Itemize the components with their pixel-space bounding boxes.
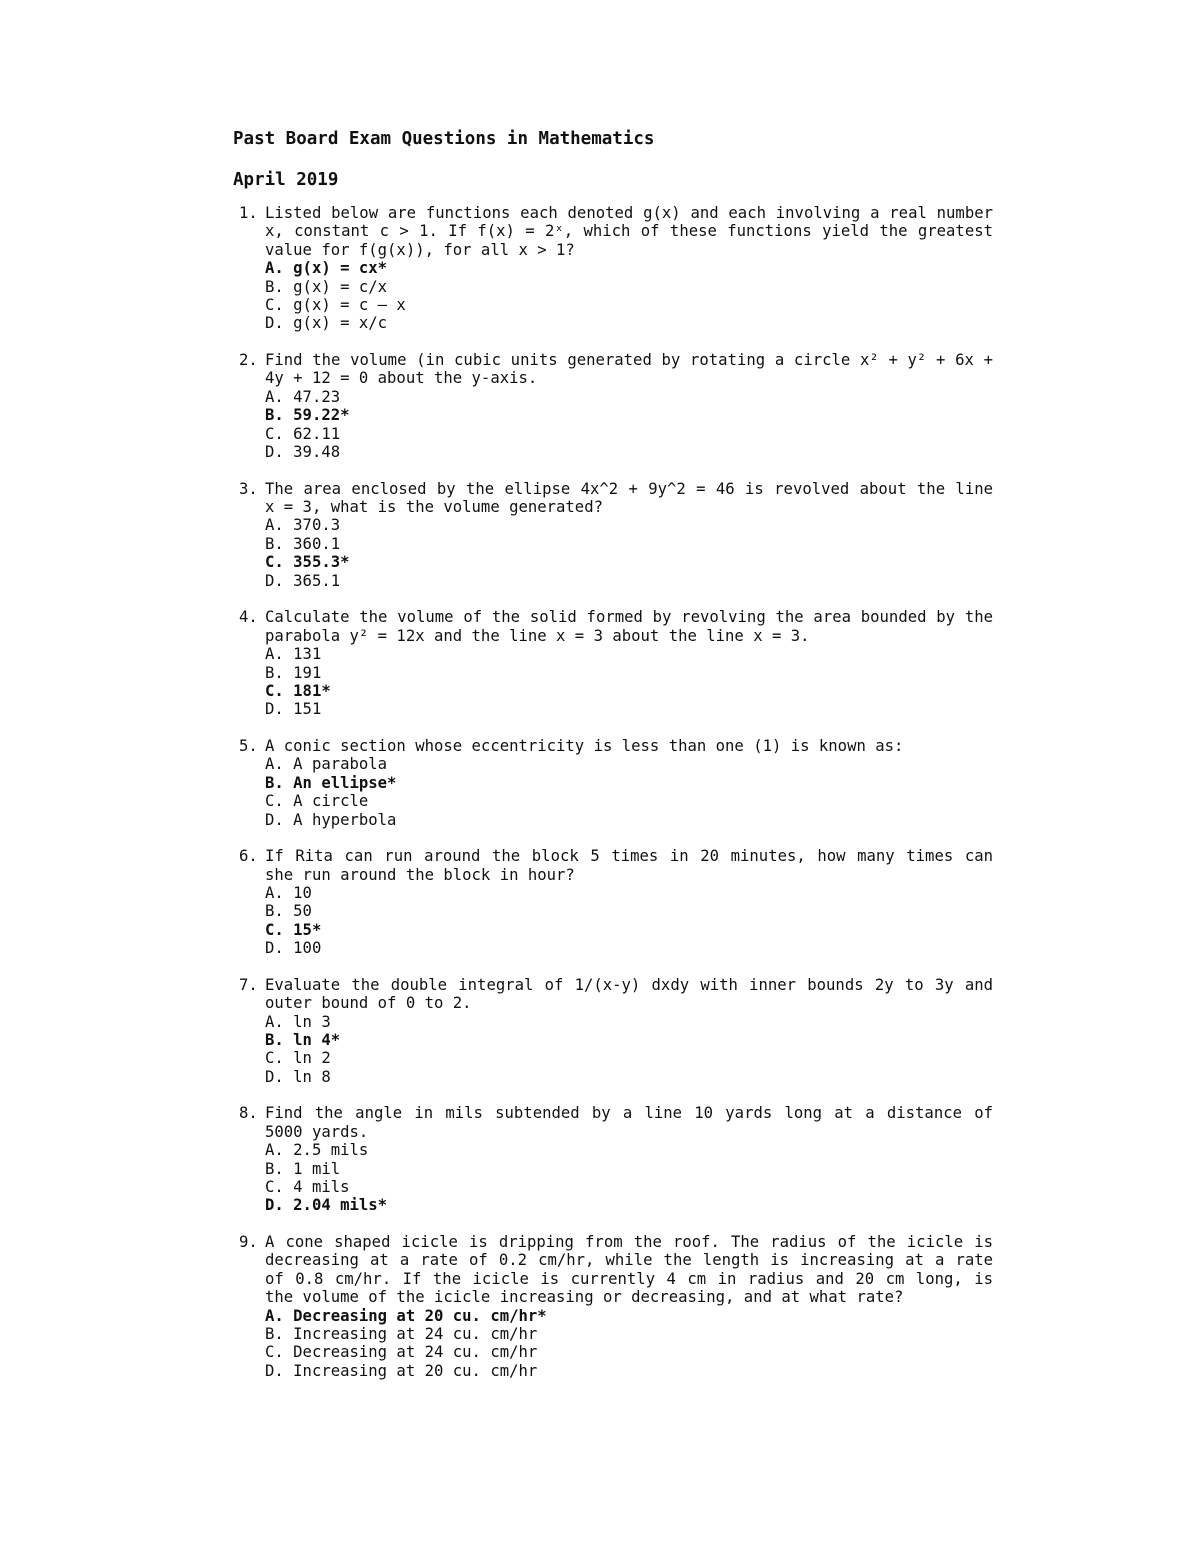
answer-choice: D. 39.48: [265, 443, 341, 462]
question-text: If Rita can run around the block 5 times in 20 minutes, how many times can she run around the block in hour?: [265, 847, 993, 884]
answer-choice-correct: D. 2.04 mils*: [265, 1196, 388, 1215]
answer-choice-correct: C. 181*: [265, 681, 331, 700]
answer-choice: B. 191: [265, 663, 322, 682]
question-number: 4.: [239, 608, 258, 627]
page-title: Past Board Exam Questions in Mathematics: [233, 129, 655, 149]
answer-choice: C. Decreasing at 24 cu. cm/hr: [265, 1343, 538, 1362]
question-item: [233, 351, 993, 461]
exam-date-heading: April 2019: [233, 170, 339, 190]
question-number: 2.: [239, 351, 258, 370]
question-number: 5.: [239, 736, 258, 755]
question-list: [233, 204, 993, 1380]
question-item: [233, 976, 993, 1086]
answer-choice: A. 10: [265, 883, 312, 902]
answer-choice: A. A parabola: [265, 755, 388, 774]
answer-choice: B. 360.1: [265, 534, 341, 553]
answer-choice: B. g(x) = c/x: [265, 277, 388, 296]
question-item: [233, 480, 993, 590]
question-number: 3.: [239, 479, 258, 498]
answer-choice: D. 365.1: [265, 571, 341, 590]
question-text: A conic section whose eccentricity is less than one (1) is known as:: [265, 736, 904, 755]
answer-choice-correct: B. An ellipse*: [265, 773, 397, 792]
question-number: 9.: [239, 1233, 258, 1251]
answer-choice-correct: B. ln 4*: [265, 1030, 341, 1049]
answer-choice: A. 47.23: [265, 387, 341, 406]
answer-choice: A. ln 3: [265, 1012, 331, 1031]
question-item: [233, 1104, 993, 1214]
question-number: 6.: [239, 847, 258, 866]
answer-choice-correct: C. 15*: [265, 920, 322, 939]
question-item: [233, 204, 993, 333]
answer-choice-correct: A. g(x) = cx*: [265, 259, 388, 278]
question-item: [233, 737, 993, 829]
answer-choice: C. 62.11: [265, 424, 341, 443]
question-text: Find the volume (in cubic units generated by rotating a circle x² + y² + 6x + 4y + 12 = 0 about the y-axis.: [265, 351, 993, 388]
answer-choice: D. 151: [265, 700, 322, 719]
question-item: [233, 847, 993, 957]
question-text: Calculate the volume of the solid formed by revolving the area bounded by the parabola y² = 12x and the line x = 3 about the line x = 3.: [265, 608, 993, 645]
question-text: The area enclosed by the ellipse 4x^2 + 9y^2 = 46 is revolved about the line x = 3, what is the volume generated?: [265, 479, 993, 517]
answer-choice: B. Increasing at 24 cu. cm/hr: [265, 1325, 538, 1344]
question-item: [233, 1233, 993, 1380]
question-text: Evaluate the double integral of 1/(x-y) dxdy with inner bounds 2y to 3y and outer bound of 0 to 2.: [265, 975, 993, 1013]
answer-choice: B. 50: [265, 902, 312, 921]
question-number: 1.: [239, 204, 258, 222]
question-text: Listed below are functions each denoted g(x) and each involving a real number x, constant c > 1. If f(x) = 2ˣ, which of these functions yield the greatest value for f(g(x)), for all x > 1?: [265, 204, 993, 259]
answer-choice: D. A hyperbola: [265, 810, 397, 829]
answer-choice: C. ln 2: [265, 1049, 331, 1068]
answer-choice: D. Increasing at 20 cu. cm/hr: [265, 1361, 538, 1380]
answer-choice: D. ln 8: [265, 1067, 331, 1086]
question-item: [233, 608, 993, 718]
document-page: [233, 127, 993, 1398]
answer-choice: B. 1 mil: [265, 1159, 341, 1178]
question-number: 8.: [239, 1104, 258, 1123]
answer-choice-correct: A. Decreasing at 20 cu. cm/hr*: [265, 1306, 547, 1325]
answer-choice: A. 2.5 mils: [265, 1141, 369, 1160]
answer-choice-correct: C. 355.3*: [265, 553, 350, 572]
question-text: Find the angle in mils subtended by a line 10 yards long at a distance of 5000 yards.: [265, 1104, 993, 1141]
answer-choice: C. A circle: [265, 792, 369, 811]
question-number: 7.: [239, 975, 258, 994]
answer-choice: A. 131: [265, 645, 322, 664]
answer-choice: C. 4 mils: [265, 1178, 350, 1196]
question-text: A cone shaped icicle is dripping from the roof. The radius of the icicle is decreasing at a rate of 0.2 cm/hr, while the length is increasing at a rate of 0.8 cm/hr. If the icicle is currently 4 cm in radius and 20 cm long, is the volume of the icicle increasing or decreasing, and at what rate?: [265, 1233, 993, 1307]
answer-choice: C. g(x) = c – x: [265, 296, 406, 315]
answer-choice-correct: B. 59.22*: [265, 406, 350, 425]
answer-choice: A. 370.3: [265, 516, 341, 535]
answer-choice: D. 100: [265, 939, 322, 958]
answer-choice: D. g(x) = x/c: [265, 314, 388, 333]
